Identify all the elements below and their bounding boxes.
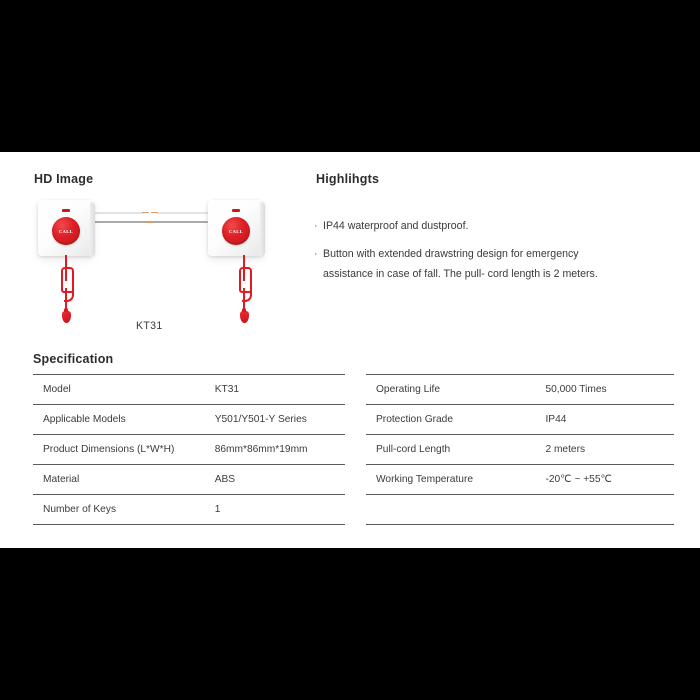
device-panel-edge [90, 202, 95, 256]
spec-value: 50,000 Times [539, 375, 674, 405]
highlight-text-line: IP44 waterproof and dustproof. [323, 220, 469, 232]
product-device-left [38, 200, 100, 262]
spec-value: IP44 [539, 405, 674, 435]
device-panel-edge [260, 202, 265, 256]
spec-key: Pull-cord Length [366, 435, 539, 465]
highlight-item [314, 216, 686, 237]
bullet-icon: · [314, 220, 318, 232]
wire-group-right-device [152, 210, 208, 232]
specification-heading: Specification [33, 352, 114, 366]
highlight-item [314, 244, 686, 285]
pull-cord-right[interactable] [236, 255, 252, 327]
letterbox-top [0, 0, 700, 152]
spec-value: ABS [209, 465, 345, 495]
highlights-heading: Highlihgts [316, 172, 380, 186]
spec-value [539, 495, 674, 525]
spec-key: Number of Keys [33, 495, 209, 525]
led-indicator-icon [62, 209, 70, 212]
spec-key: Model [33, 375, 209, 405]
spec-value: 86mm*86mm*19mm [209, 435, 345, 465]
spec-key: Working Temperature [366, 465, 539, 495]
table-row [33, 405, 345, 435]
product-device-right [208, 200, 270, 262]
highlight-text-line: assistance in case of fall. The pull- cord length is 2 meters. [323, 268, 598, 281]
spec-value: Y501/Y501-Y Series [209, 405, 345, 435]
call-button[interactable] [52, 217, 80, 245]
specification-table-left [33, 374, 345, 525]
product-datasheet-page [0, 152, 700, 548]
table-row-empty [366, 495, 674, 525]
led-indicator-icon [232, 209, 240, 212]
highlights-list [314, 216, 686, 292]
spec-key: Product Dimensions (L*W*H) [33, 435, 209, 465]
spec-value: 1 [209, 495, 345, 525]
spec-key: Operating Life [366, 375, 539, 405]
table-row [366, 405, 674, 435]
pull-cord-left[interactable] [58, 255, 74, 327]
table-row [366, 465, 674, 495]
spec-value: -20℃ ~ +55℃ [539, 465, 674, 495]
table-row [33, 435, 345, 465]
bullet-icon: · [314, 247, 318, 260]
table-row [33, 465, 345, 495]
table-row [366, 375, 674, 405]
letterbox-bottom [0, 548, 700, 700]
spec-value: KT31 [209, 375, 345, 405]
product-model-caption: KT31 [136, 320, 163, 332]
call-button-label: CALL [58, 228, 74, 234]
table-row [366, 435, 674, 465]
hd-image-heading: HD Image [34, 172, 94, 186]
table-row [33, 375, 345, 405]
call-button[interactable] [222, 217, 250, 245]
table-row [33, 495, 345, 525]
specification-table-right [366, 374, 674, 525]
spec-value: 2 meters [539, 435, 674, 465]
highlight-text-line: Button with extended drawstring design for emergency [323, 247, 579, 260]
spec-key [366, 495, 539, 525]
spec-key: Protection Grade [366, 405, 539, 435]
spec-key: Applicable Models [33, 405, 209, 435]
wire-group-left-device [92, 210, 148, 232]
spec-key: Material [33, 465, 209, 495]
call-button-label: CALL [228, 228, 244, 234]
